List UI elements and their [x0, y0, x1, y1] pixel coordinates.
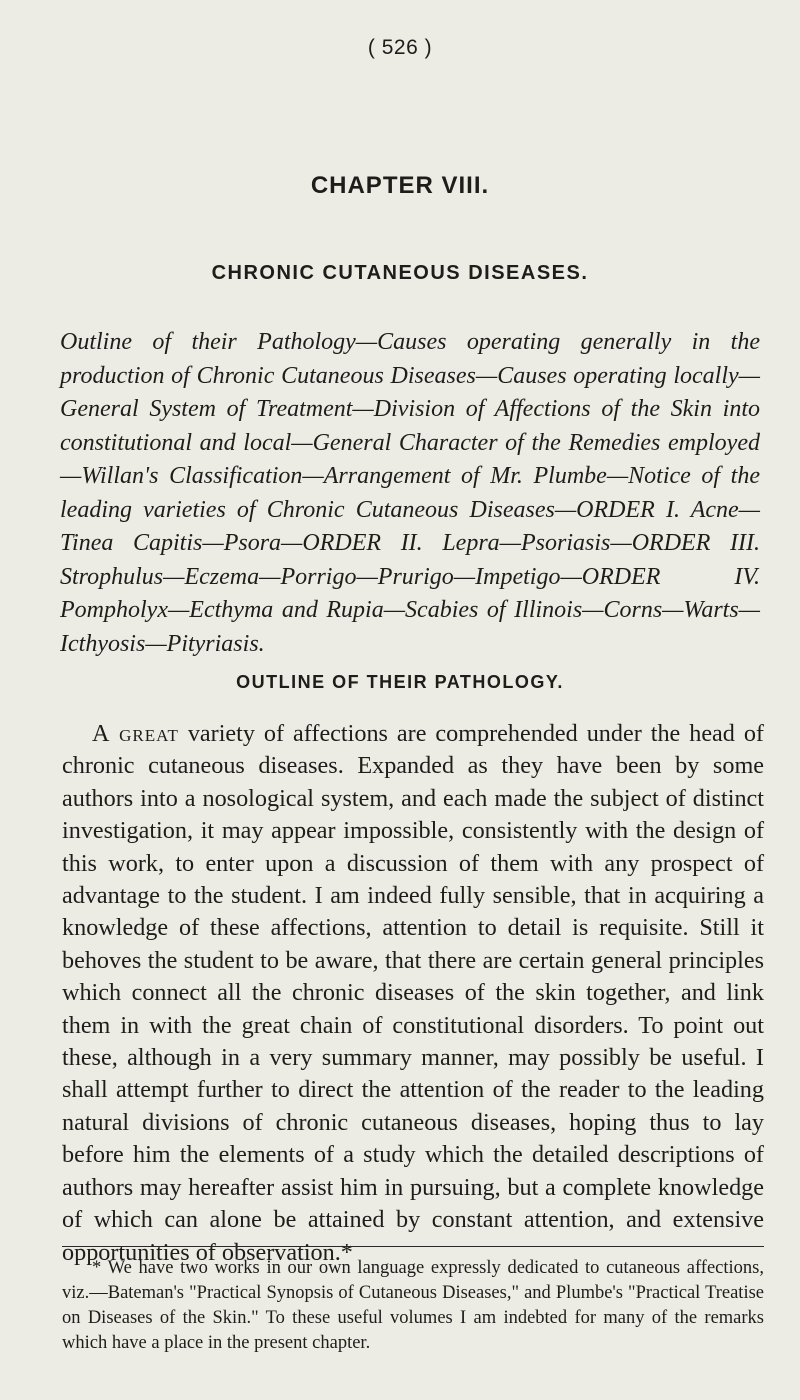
page-number: ( 526 )	[367, 36, 433, 59]
footnote-divider	[62, 1246, 764, 1247]
section-heading: OUTLINE OF THEIR PATHOLOGY.	[236, 672, 564, 692]
chapter-synopsis: Outline of their Pathology—Causes operating generally in the production of Chronic Cutaneous Diseases—Causes operating locally—General System of Treatment—Division of Affections of the Skin into constitutional and local—General Character of the Remedies employed—Willan's Classification—Arrangement of Mr. Plumbe—Notice of the leading varieties of Chronic Cutaneous Diseases—ORDER I. Acne—Tinea Capitis—Psora—ORDER II. Lepra—Psoriasis—ORDER III. Strophulus—Eczema—Porrigo—Prurigo—Impetigo—ORDER IV. Pompholyx—Ecthyma and Rupia—Scabies of Illinois—Corns—Warts—Icthyosis—Pityriasis.	[60, 329, 760, 657]
footnote: * We have two works in our own language expressly dedicated to cutaneous affections, viz.—Bateman's "Practical Synopsis of Cutaneous Diseases," and Plumbe's "Practical Treatise on Diseases of the Skin." To these useful volumes I am indebted for many of the remarks which have a place in the present chapter.	[62, 1258, 764, 1353]
paragraph-lead-in: A great	[92, 720, 179, 747]
chapter-heading: CHAPTER VIII.	[310, 172, 490, 199]
paragraph-text: variety of affections are comprehended under the head of chronic cutaneous diseases. Expanded as they have been by some authors into a nosological system, and each made the subject of distinct investigation, it may appear impossible, consistently with the design of this work, to enter upon a discussion of them with any prospect of advantage to the student. I am indeed fully sensible, that in acquiring a knowledge of these affections, attention to detail is requisite. Still it behoves the student to be aware, that there are certain general principles which connect all the chronic diseases of the skin together, and link them in with the great chain of constitutional disorders. To point out these, although in a very summary manner, may possibly be useful. I shall attempt further to direct the attention of the reader to the leading natural divisions of chronic cutaneous diseases, hoping thus to lay before him the elements of a study which the detailed descriptions of authors may hereafter assist him in pursuing, but a complete knowledge of which can alone be attained by constant attention, and extensive opportunities of observation.*	[62, 720, 764, 1266]
chapter-title: CHRONIC CUTANEOUS DISEASES.	[211, 262, 589, 284]
body-paragraph	[62, 718, 764, 1269]
